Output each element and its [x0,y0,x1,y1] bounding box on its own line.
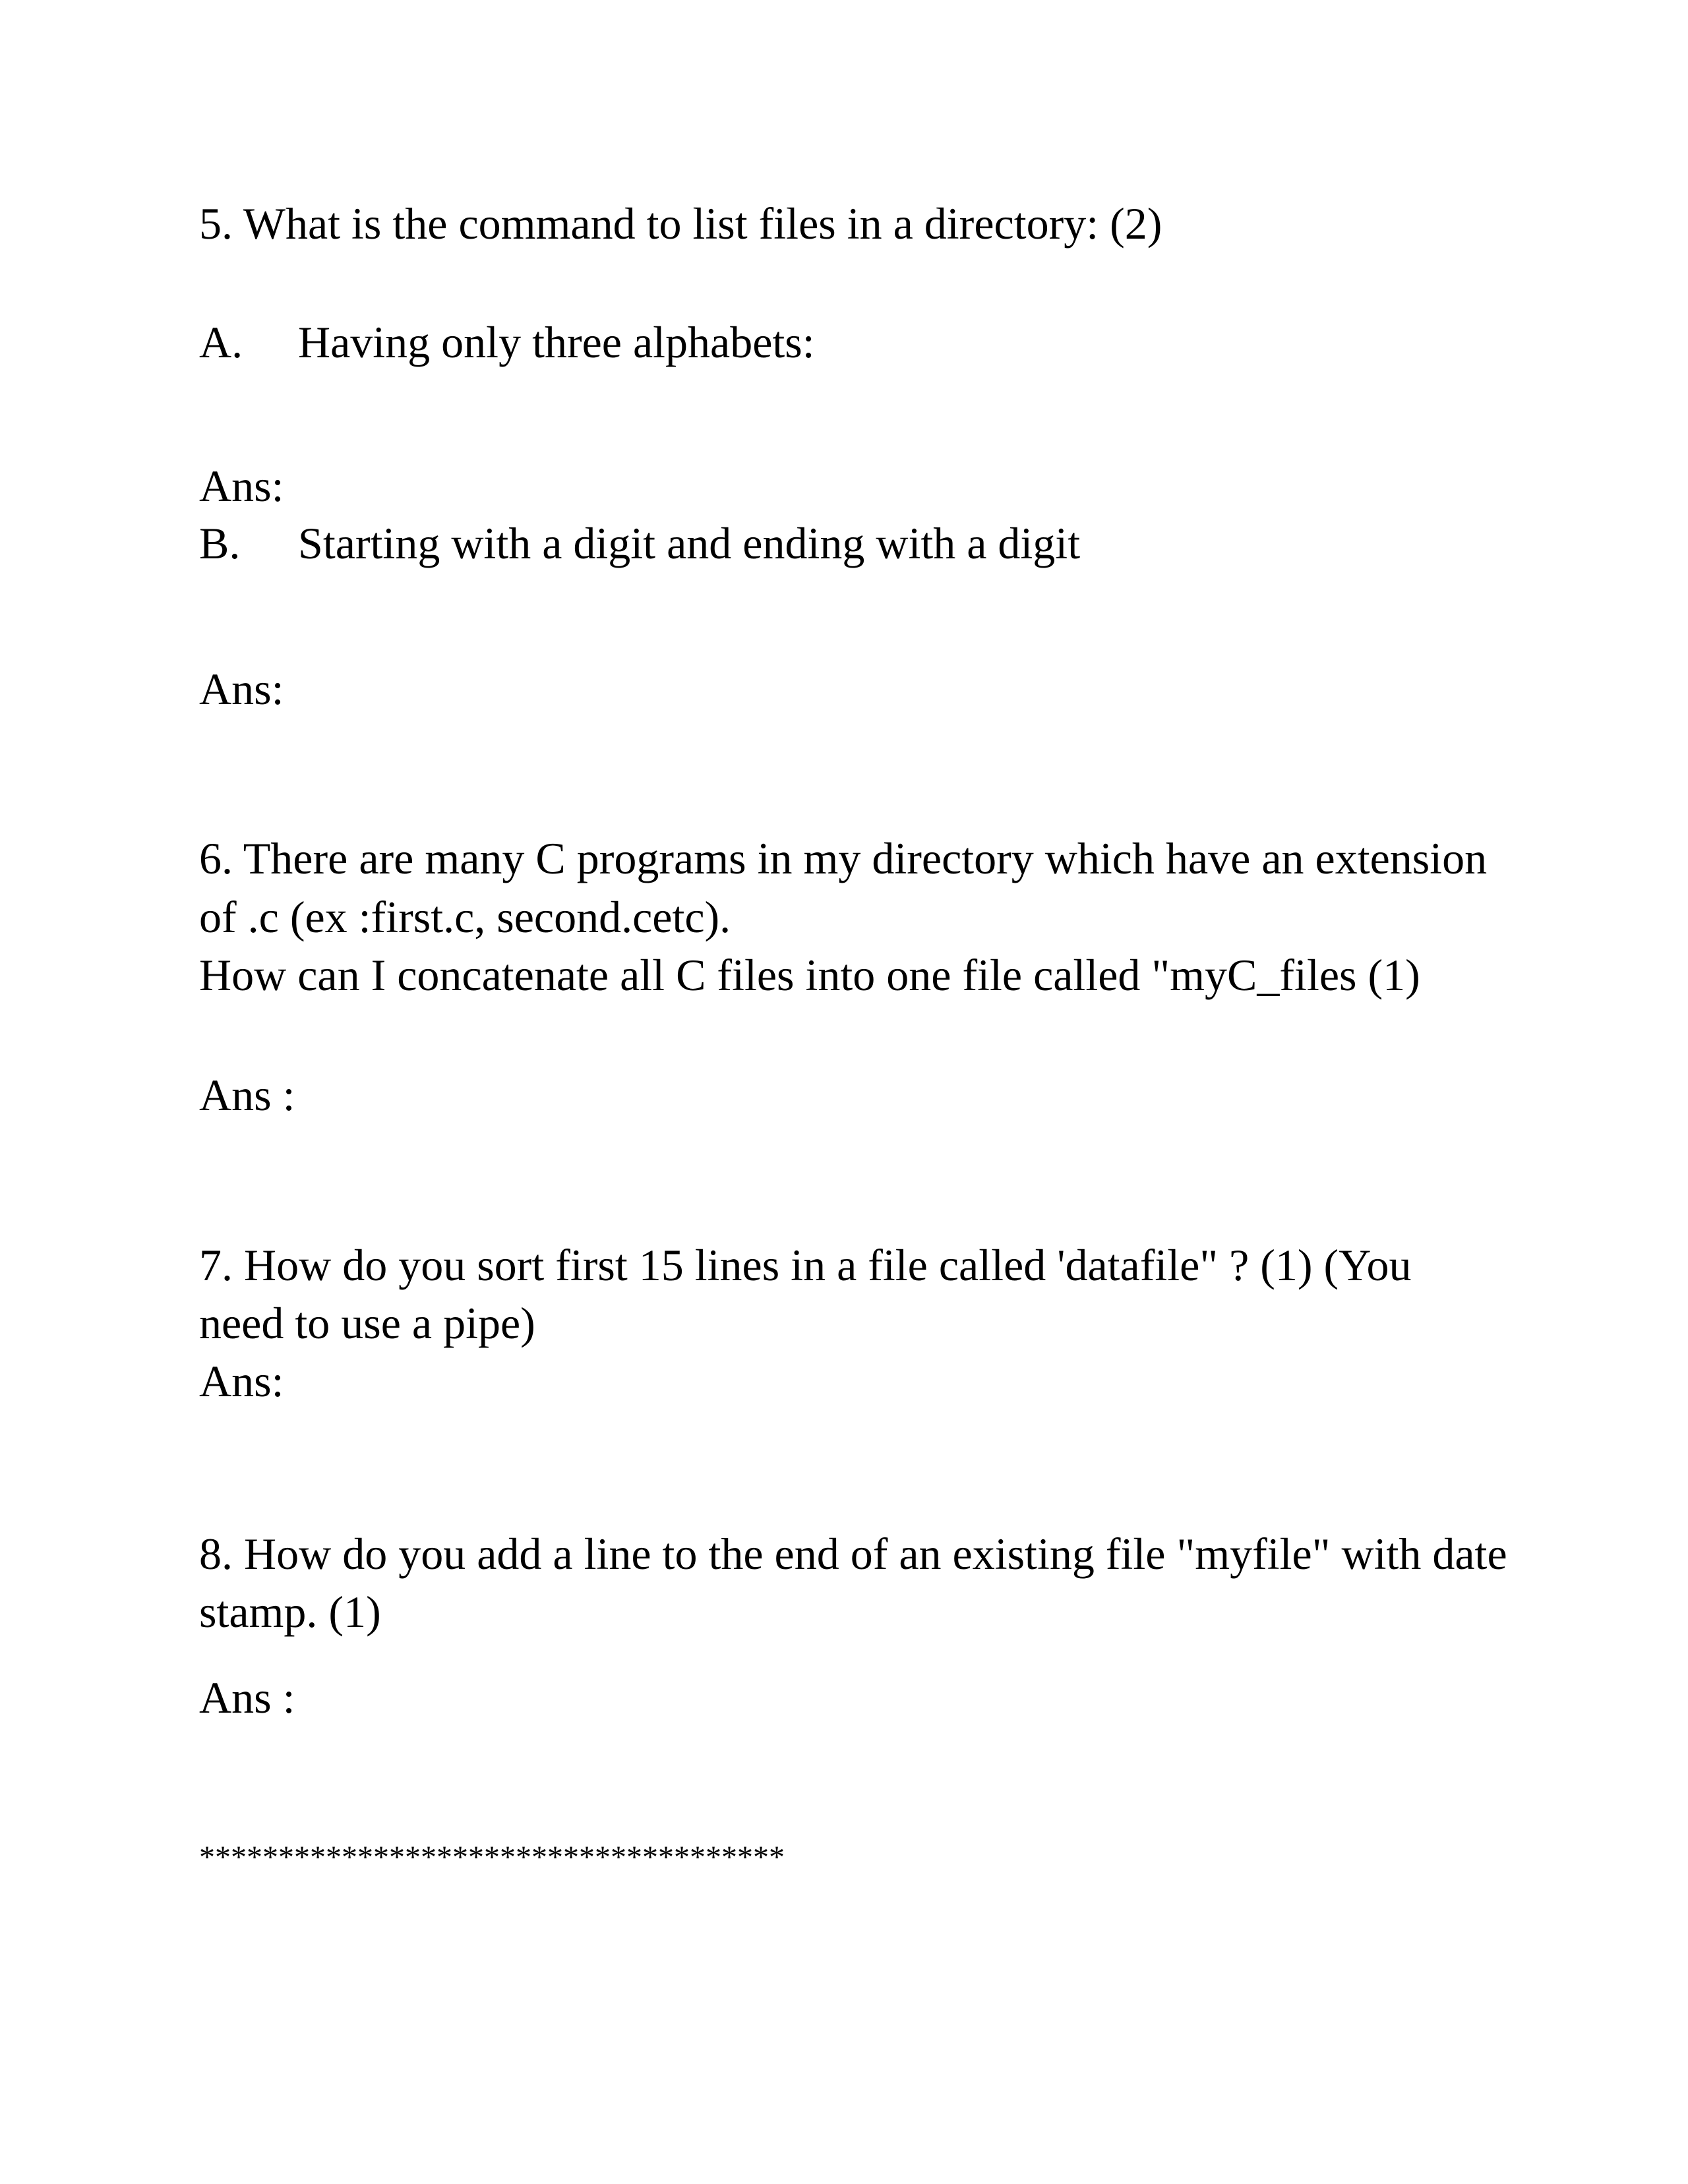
asterisk-separator: ************************************* [199,1840,785,1875]
question-6-line-1: 6. There are many C programs in my directory which have an extension [199,833,1488,883]
question-8-line-1: 8. How do you add a line to the end of an existing file "myfile" with date [199,1529,1507,1579]
question-5-part-b [199,518,1081,568]
answer-6-label: Ans : [199,1070,295,1120]
question-6-line-2: of .c (ex :first.c, second.cetc). [199,892,731,942]
answer-5b-label: Ans: [199,664,284,714]
part-b-label: B. [199,518,241,568]
part-b-text: Starting with a digit and ending with a digit [298,518,1081,568]
part-a-label: A. [199,317,243,367]
answer-5a-label: Ans: [199,461,284,511]
part-a-text: Having only three alphabets: [298,317,815,367]
answer-7-label: Ans: [199,1356,284,1406]
answer-8-label: Ans : [199,1672,295,1723]
question-8-line-2: stamp. (1) [199,1587,381,1637]
question-7-line-2: need to use a pipe) [199,1298,535,1348]
question-6-line-3: How can I concatenate all C files into one file called "myC_files (1) [199,950,1420,1000]
question-5: 5. What is the command to list files in a directory: (2) [199,198,1162,249]
question-7-line-1: 7. How do you sort first 15 lines in a file called 'datafile" ? (1) (You [199,1240,1412,1290]
question-5-part-a [199,317,815,367]
